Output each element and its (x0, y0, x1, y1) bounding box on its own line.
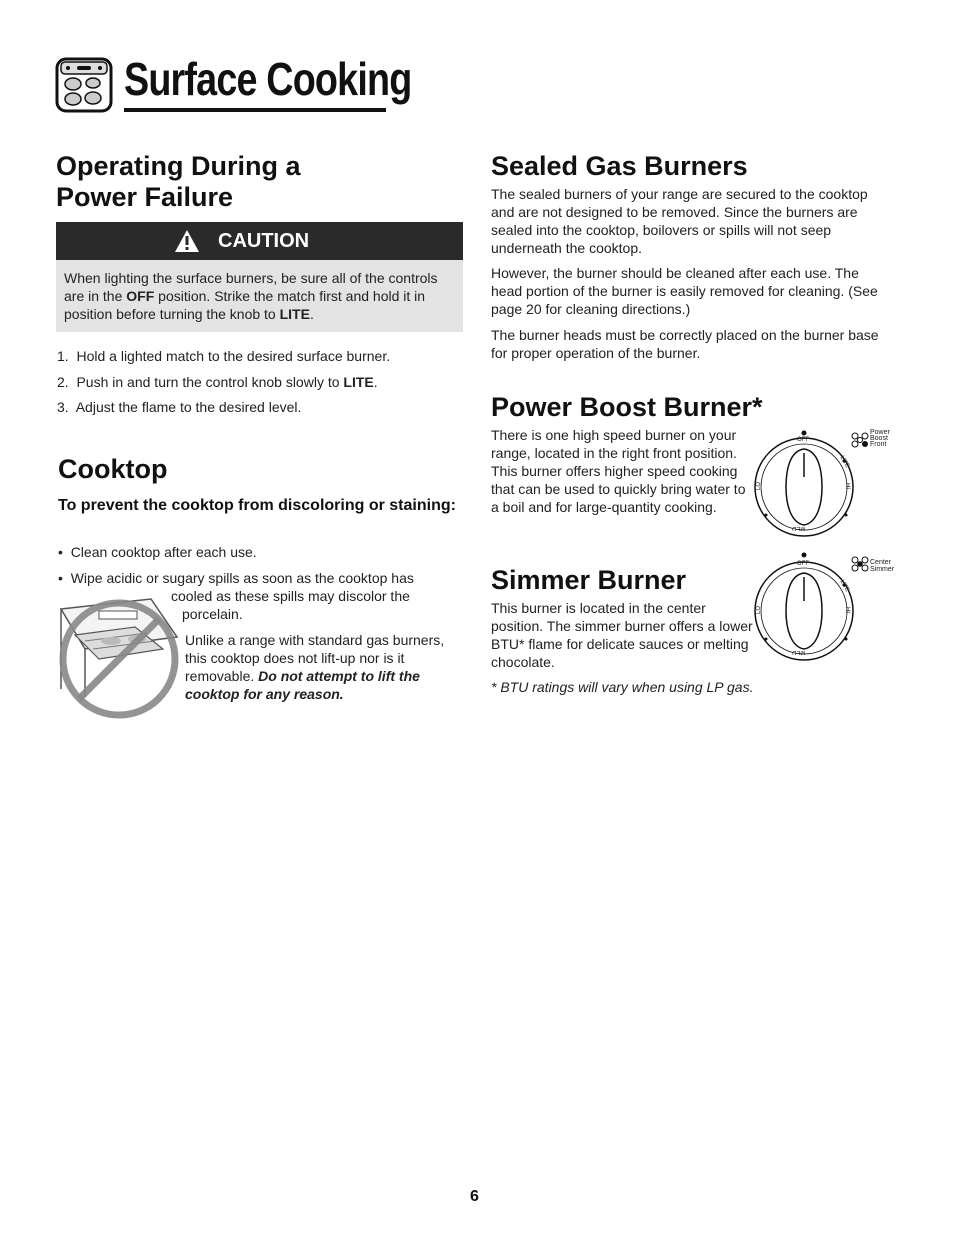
sealed-p1: The sealed burners of your range are secured to the cooktop and are not designed to be removed. Since the burners are sealed into the cooktop, boilovers or spills will not seep underneath the cooktop. (491, 186, 868, 256)
sealed-burners-heading: Sealed Gas Burners (491, 151, 748, 181)
step-1 (57, 347, 457, 365)
bullet-2-line-2: cooled as these spills may discolor the (171, 588, 410, 604)
step-2 (57, 373, 457, 391)
page-number: 6 (470, 1188, 479, 1205)
step-3 (57, 398, 457, 416)
knob-lo-label: LO (756, 481, 763, 491)
cooktop-para-warning: Do not attempt to lift the cooktop for any reason. (185, 668, 420, 702)
bullet-text: Wipe acidic or sugary spills as soon as the cooktop has (70, 570, 414, 586)
btu-note: * BTU ratings will vary when using LP gas. (491, 679, 754, 695)
bullet-dot: • (58, 570, 63, 586)
caution-box (56, 260, 463, 332)
knob-off-label: OFF (797, 561, 809, 567)
simmer-knob (752, 551, 856, 663)
cooktop-para-text: Unlike a range with standard gas burners, this cooktop does not lift-up nor is it removable. (185, 632, 445, 684)
caution-lite: LITE (279, 306, 310, 322)
power-boost-text: There is one high speed burner on your range, located in the right front position. This burner offers higher speed cooking that can be used to quickly bring water to a boil and for large-quantity cooking. (491, 427, 746, 515)
knob-lo-label: LO (756, 605, 763, 615)
caution-text-3: . (309, 306, 314, 322)
bullet-2-line-3: porcelain. (182, 606, 243, 622)
step-text: Hold a lighted match to the desired surface burner. (76, 348, 391, 364)
caution-text (64, 269, 456, 323)
power-boost-position-label (870, 430, 890, 448)
bullet-2 (58, 569, 458, 587)
knob-lite-label: LITE (838, 579, 851, 593)
step-text: Push in and turn the control knob slowly to (76, 374, 344, 390)
step-number: 2. (57, 374, 69, 390)
step-bold: LITE (343, 374, 374, 390)
knob-lite-label: LITE (838, 455, 851, 469)
caution-label: CAUTION (218, 230, 310, 252)
step-text: Adjust the flame to the desired level. (75, 399, 302, 415)
simmer-text: This burner is located in the center position. The simmer burner offers a lower BTU* flame for delicate sauces or melting chocolate. (491, 600, 753, 670)
cooktop-paragraph (185, 631, 463, 703)
caution-text-2: position. Strike the match first and hold it in position before turning the knob to (64, 288, 426, 322)
warning-icon (174, 229, 200, 258)
sealed-p3: The burner heads must be correctly placed on the burner base for proper operation of the burner. (491, 327, 879, 361)
title-underline (124, 108, 386, 112)
bullet-text: Clean cooktop after each use. (70, 544, 257, 560)
knob-hi-label: HI (844, 607, 850, 613)
label-line: Front (870, 441, 887, 448)
knob-med-label: MED (792, 525, 806, 531)
power-boost-heading: Power Boost Burner* (491, 392, 763, 422)
cooktop-position-icon (851, 556, 869, 577)
page-title: Surface Cooking (124, 53, 412, 105)
power-boost-knob (752, 427, 856, 539)
no-lift-illustration (55, 597, 183, 721)
power-failure-heading (56, 151, 456, 213)
knob-med-label: MED (792, 649, 806, 655)
step-after: . (373, 374, 378, 390)
bullet-1 (58, 543, 257, 561)
label-line: Simmer (870, 566, 895, 573)
heading-line-1: Operating During a (56, 151, 301, 181)
label-line: Center (870, 559, 892, 566)
label-line: Boost (870, 435, 888, 442)
simmer-heading: Simmer Burner (491, 565, 687, 595)
caution-text-1: When lighting the surface burners, be sure all of the controls are in the (64, 270, 438, 304)
sealed-p2: However, the burner should be cleaned after each use. The head portion of the burner is easily removed for cleaning. (See page 20 for cleaning directions.) (491, 265, 878, 317)
caution-banner (56, 222, 463, 260)
cooktop-subheading: To prevent the cooktop from discoloring or staining: (58, 497, 456, 514)
simmer-position-label (870, 559, 894, 573)
caution-off: OFF (126, 288, 155, 304)
knob-off-label: OFF (797, 437, 809, 443)
bullet-dot: • (58, 544, 63, 560)
step-number: 1. (57, 348, 69, 364)
step-number: 3. (57, 399, 69, 415)
heading-line-2: Power Failure (56, 182, 234, 212)
cooktop-heading: Cooktop (58, 454, 168, 484)
label-line: Power (870, 429, 890, 436)
knob-hi-label: HI (844, 483, 850, 489)
cooktop-icon (55, 56, 115, 114)
cooktop-position-icon (851, 432, 869, 453)
